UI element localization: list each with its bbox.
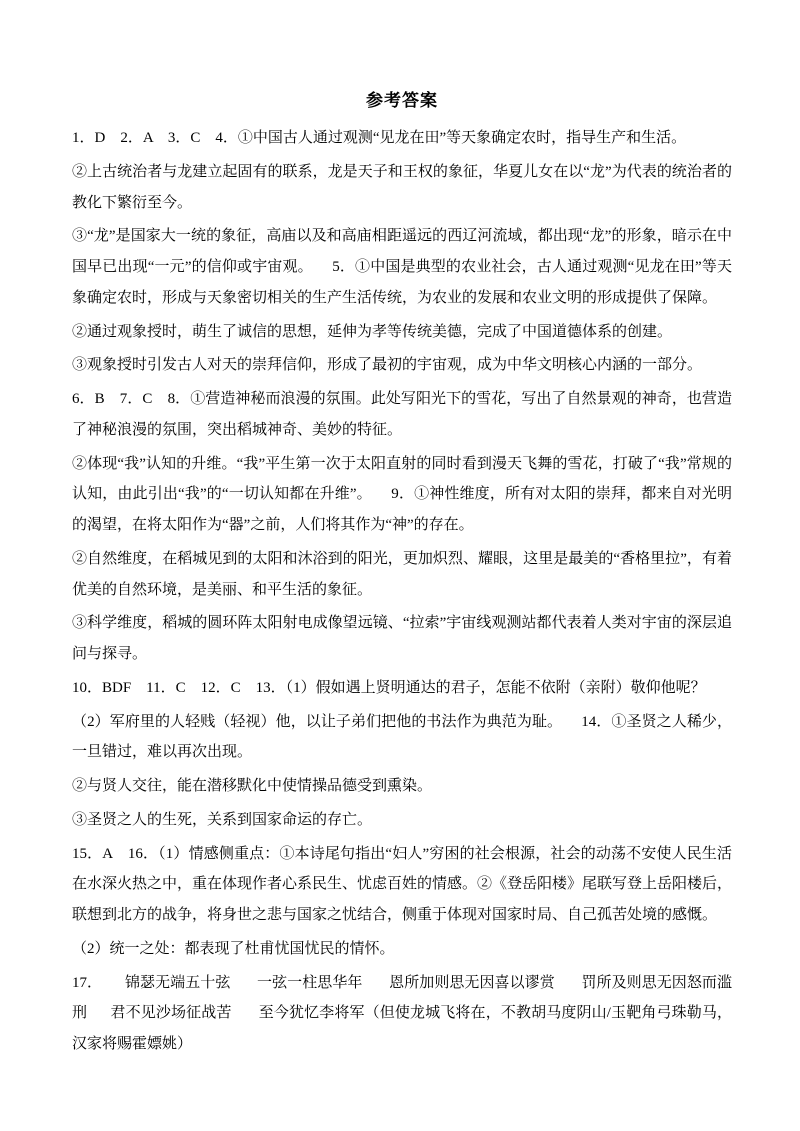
paragraph-answer-17: 17． 锦瑟无端五十弦 一弦一柱思华年 恩所加则思无因喜以谬赏 罚所及则思无因怒而滥刑 君不见沙场征战苦 至今犹忆李将军（但使龙城飞将在，不教胡马度阴山/玉靶角弓珠勒马，汉家将赐霍嫖姚） xyxy=(72,974,732,1052)
paragraph-answer-4-3-5-1: ③“龙”是国家大一统的象征，高庙以及和高庙相距遥远的西辽河流域，都出现“龙”的形象，暗示在中国早已出现“一元”的信仰或宇宙观。 5．①中国是典型的农业社会，古人通过观测“见龙在田”等天象确定农时，形成与天象密切相关的生产生活传统，为农业的发展和农业文明的形成提供了保障。 xyxy=(72,228,732,306)
paragraph-answer-8-2-9-1: ②体现“我”认知的升维。“我”平生第一次于太阳直射的同时看到漫天飞舞的雪花，打破了“我”常规的认知，由此引出“我”的“一切认知都在升维”。 9．①神性维度，所有对太阳的崇拜，都来自对光明的渴望，在将太阳作为“器”之前，人们将其作为“神”的存在。 xyxy=(72,455,732,533)
paragraph-answer-5-3: ③观象授时引发古人对天的崇拜信仰，形成了最初的宇宙观，成为中华文明核心内涵的一部分。 xyxy=(72,357,703,374)
answer-body xyxy=(72,123,732,1060)
paragraph-answers-15-16: 15．A 16．（1）情感侧重点：①本诗尾句指出“妇人”穷困的社会根源，社会的动荡不安使人民生活在水深火热之中，重在体现作者心系民生、忧虑百姓的情感。②《登岳阳楼》尾联写登上岳阳楼后，联想到北方的战争，将身世之悲与国家之忧结合，侧重于体现对国家时局、自己孤苦处境的感慨。 xyxy=(72,845,733,923)
paragraph-answer-14-2: ②与贤人交往，能在潜移默化中使情操品德受到熏染。 xyxy=(72,778,433,794)
paragraph-answer-5-2: ②通过观象授时，萌生了诚信的思想，延伸为孝等传统美德，完成了中国道德体系的创建。 xyxy=(72,323,673,340)
paragraph-answer-9-3: ③科学维度，稻城的圆环阵太阳射电成像望远镜、“拉索”宇宙线观测站都代表着人类对宇宙的深层追问与探寻。 xyxy=(72,615,732,662)
paragraph-answers-1-4: 1．D 2．A 3．C 4．①中国古人通过观测“见龙在田”等天象确定农时，指导生产和生活。 xyxy=(72,130,687,146)
paragraph-answer-13-2-14-1: （2）军府里的人轻贱（轻视）他，以让子弟们把他的书法作为典范为耻。 14．①圣贤之人稀少，一旦错过，难以再次出现。 xyxy=(72,713,732,761)
paragraph-answer-14-3: ③圣贤之人的生死，关系到国家命运的存亡。 xyxy=(72,811,373,828)
paragraph-answer-9-2: ②自然维度，在稻城见到的太阳和沐浴到的阳光，更加炽烈、耀眼，这里是最美的“香格里拉”，有着优美的自然环境，是美丽、和平生活的象征。 xyxy=(72,550,732,598)
page-title: 参考答案 xyxy=(366,91,438,110)
paragraph-answers-6-8: 6．B 7．C 8．①营造神秘而浪漫的氛围。此处写阳光下的雪花，写出了自然景观的神奇，也营造了神秘浪漫的氛围，突出稻城神奇、美妙的特征。 xyxy=(72,391,732,438)
paragraph-answer-4-2: ②上古统治者与龙建立起固有的联系，龙是天子和王权的象征，华夏儿女在以“龙”为代表的统治者的教化下繁衍至今。 xyxy=(72,163,732,211)
paragraph-answer-16-2: （2）统一之处：都表现了杜甫忧国忧民的情怀。 xyxy=(72,940,395,957)
paragraph-answers-10-13: 10．BDF 11．C 12．C 13．（1）假如遇上贤明通达的君子，怎能不依附（亲附）敬仰他呢？ xyxy=(72,679,706,696)
